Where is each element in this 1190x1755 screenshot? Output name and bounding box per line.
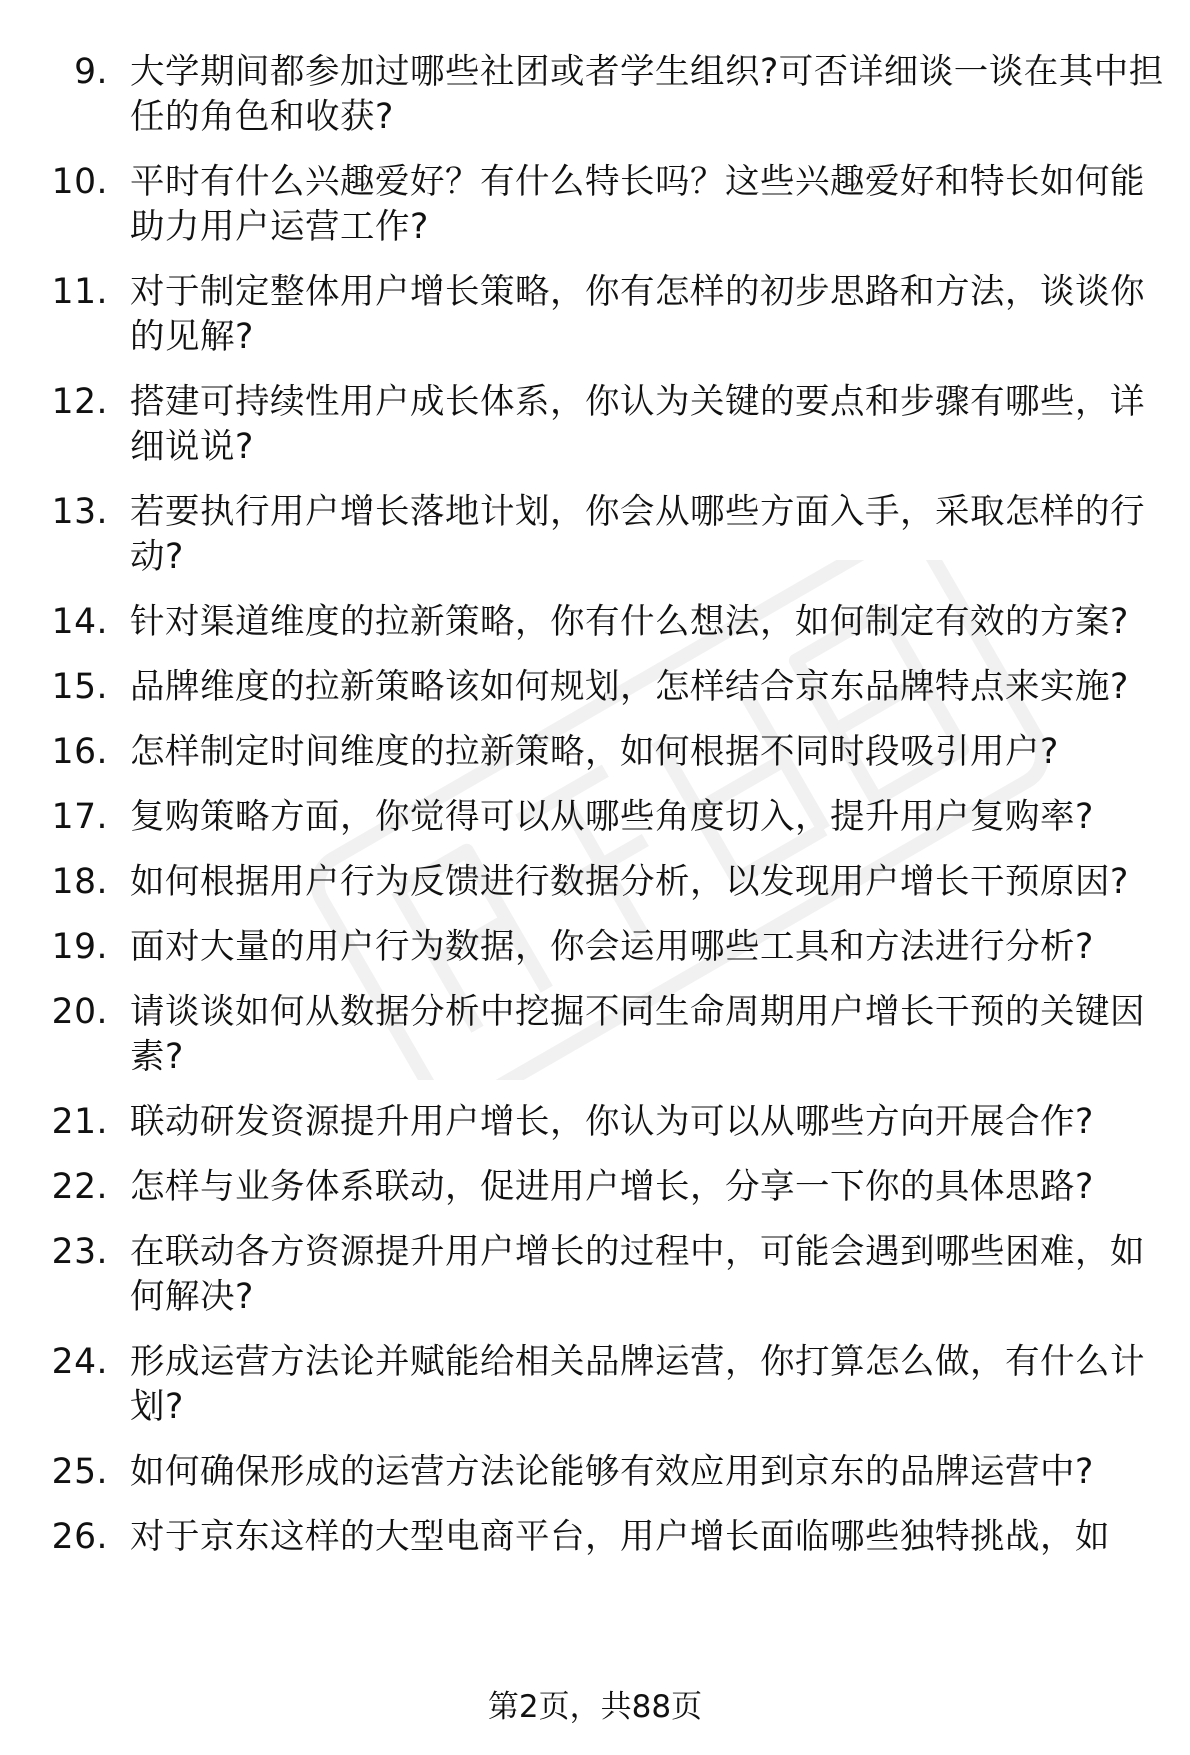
question-text: 面对大量的用户行为数据，你会运用哪些工具和方法进行分析?: [130, 927, 1094, 967]
question-item: [0, 1165, 1190, 1210]
question-text: 若要执行用户增长落地计划，你会从哪些方面入手，采取怎样的行动?: [130, 492, 1145, 577]
question-text: 如何根据用户行为反馈进行数据分析，以发现用户增长干预原因?: [130, 862, 1129, 902]
question-text: 怎样与业务体系联动，促进用户增长，分享一下你的具体思路?: [130, 1167, 1094, 1207]
question-item: [0, 1340, 1190, 1430]
question-item: [0, 600, 1190, 645]
question-item: [0, 1100, 1190, 1145]
question-number: 14.: [51, 602, 108, 642]
question-item: [0, 1230, 1190, 1320]
question-item: [0, 490, 1190, 580]
question-text: 怎样制定时间维度的拉新策略，如何根据不同时段吸引用户?: [130, 732, 1059, 772]
question-number: 10.: [51, 162, 108, 202]
question-number: 23.: [51, 1232, 108, 1272]
question-text: 联动研发资源提升用户增长，你认为可以从哪些方向开展合作?: [130, 1102, 1094, 1142]
question-text: 品牌维度的拉新策略该如何规划，怎样结合京东品牌特点来实施?: [130, 667, 1129, 707]
question-number: 21.: [51, 1102, 108, 1142]
question-text: 形成运营方法论并赋能给相关品牌运营，你打算怎么做，有什么计划?: [130, 1342, 1145, 1427]
question-number: 20.: [51, 992, 108, 1032]
question-text: 复购策略方面，你觉得可以从哪些角度切入，提升用户复购率?: [130, 797, 1094, 837]
question-text: 请谈谈如何从数据分析中挖掘不同生命周期用户增长干预的关键因素?: [130, 992, 1145, 1077]
question-text: 平时有什么兴趣爱好？有什么特长吗？这些兴趣爱好和特长如何能助力用户运营工作?: [130, 162, 1145, 247]
question-text: 针对渠道维度的拉新策略，你有什么想法，如何制定有效的方案?: [130, 602, 1129, 642]
question-item: [0, 925, 1190, 970]
question-number: 13.: [51, 492, 108, 532]
question-text: 对于制定整体用户增长策略，你有怎样的初步思路和方法，谈谈你的见解?: [130, 272, 1145, 357]
question-list: [0, 50, 1190, 1580]
question-item: [0, 270, 1190, 360]
question-number: 22.: [51, 1167, 108, 1207]
question-number: 18.: [51, 862, 108, 902]
question-item: [0, 795, 1190, 840]
question-item: [0, 380, 1190, 470]
question-number: 25.: [51, 1452, 108, 1492]
question-number: 12.: [51, 382, 108, 422]
question-text: 在联动各方资源提升用户增长的过程中，可能会遇到哪些困难，如何解决?: [130, 1232, 1145, 1317]
question-number: 19.: [51, 927, 108, 967]
question-item: [0, 1450, 1190, 1495]
question-number: 17.: [51, 797, 108, 837]
question-item: [0, 160, 1190, 250]
question-text: 搭建可持续性用户成长体系，你认为关键的要点和步骤有哪些，详细说说?: [130, 382, 1145, 467]
question-item: [0, 730, 1190, 775]
page-indicator: 第2页，共88页: [487, 1689, 703, 1725]
question-item: [0, 860, 1190, 905]
question-number: 26.: [51, 1517, 108, 1557]
question-item: [0, 50, 1190, 140]
question-item: [0, 665, 1190, 710]
question-number: 16.: [51, 732, 108, 772]
question-item: [0, 1515, 1190, 1560]
question-number: 15.: [51, 667, 108, 707]
question-item: [0, 990, 1190, 1080]
question-number: 11.: [51, 272, 108, 312]
question-text: 如何确保形成的运营方法论能够有效应用到京东的品牌运营中?: [130, 1452, 1094, 1492]
question-text: 对于京东这样的大型电商平台，用户增长面临哪些独特挑战，如: [130, 1517, 1110, 1557]
question-number: 24.: [51, 1342, 108, 1382]
question-number: 9.: [74, 52, 108, 92]
question-text: 大学期间都参加过哪些社团或者学生组织?可否详细谈一谈在其中担任的角色和收获?: [130, 52, 1164, 137]
